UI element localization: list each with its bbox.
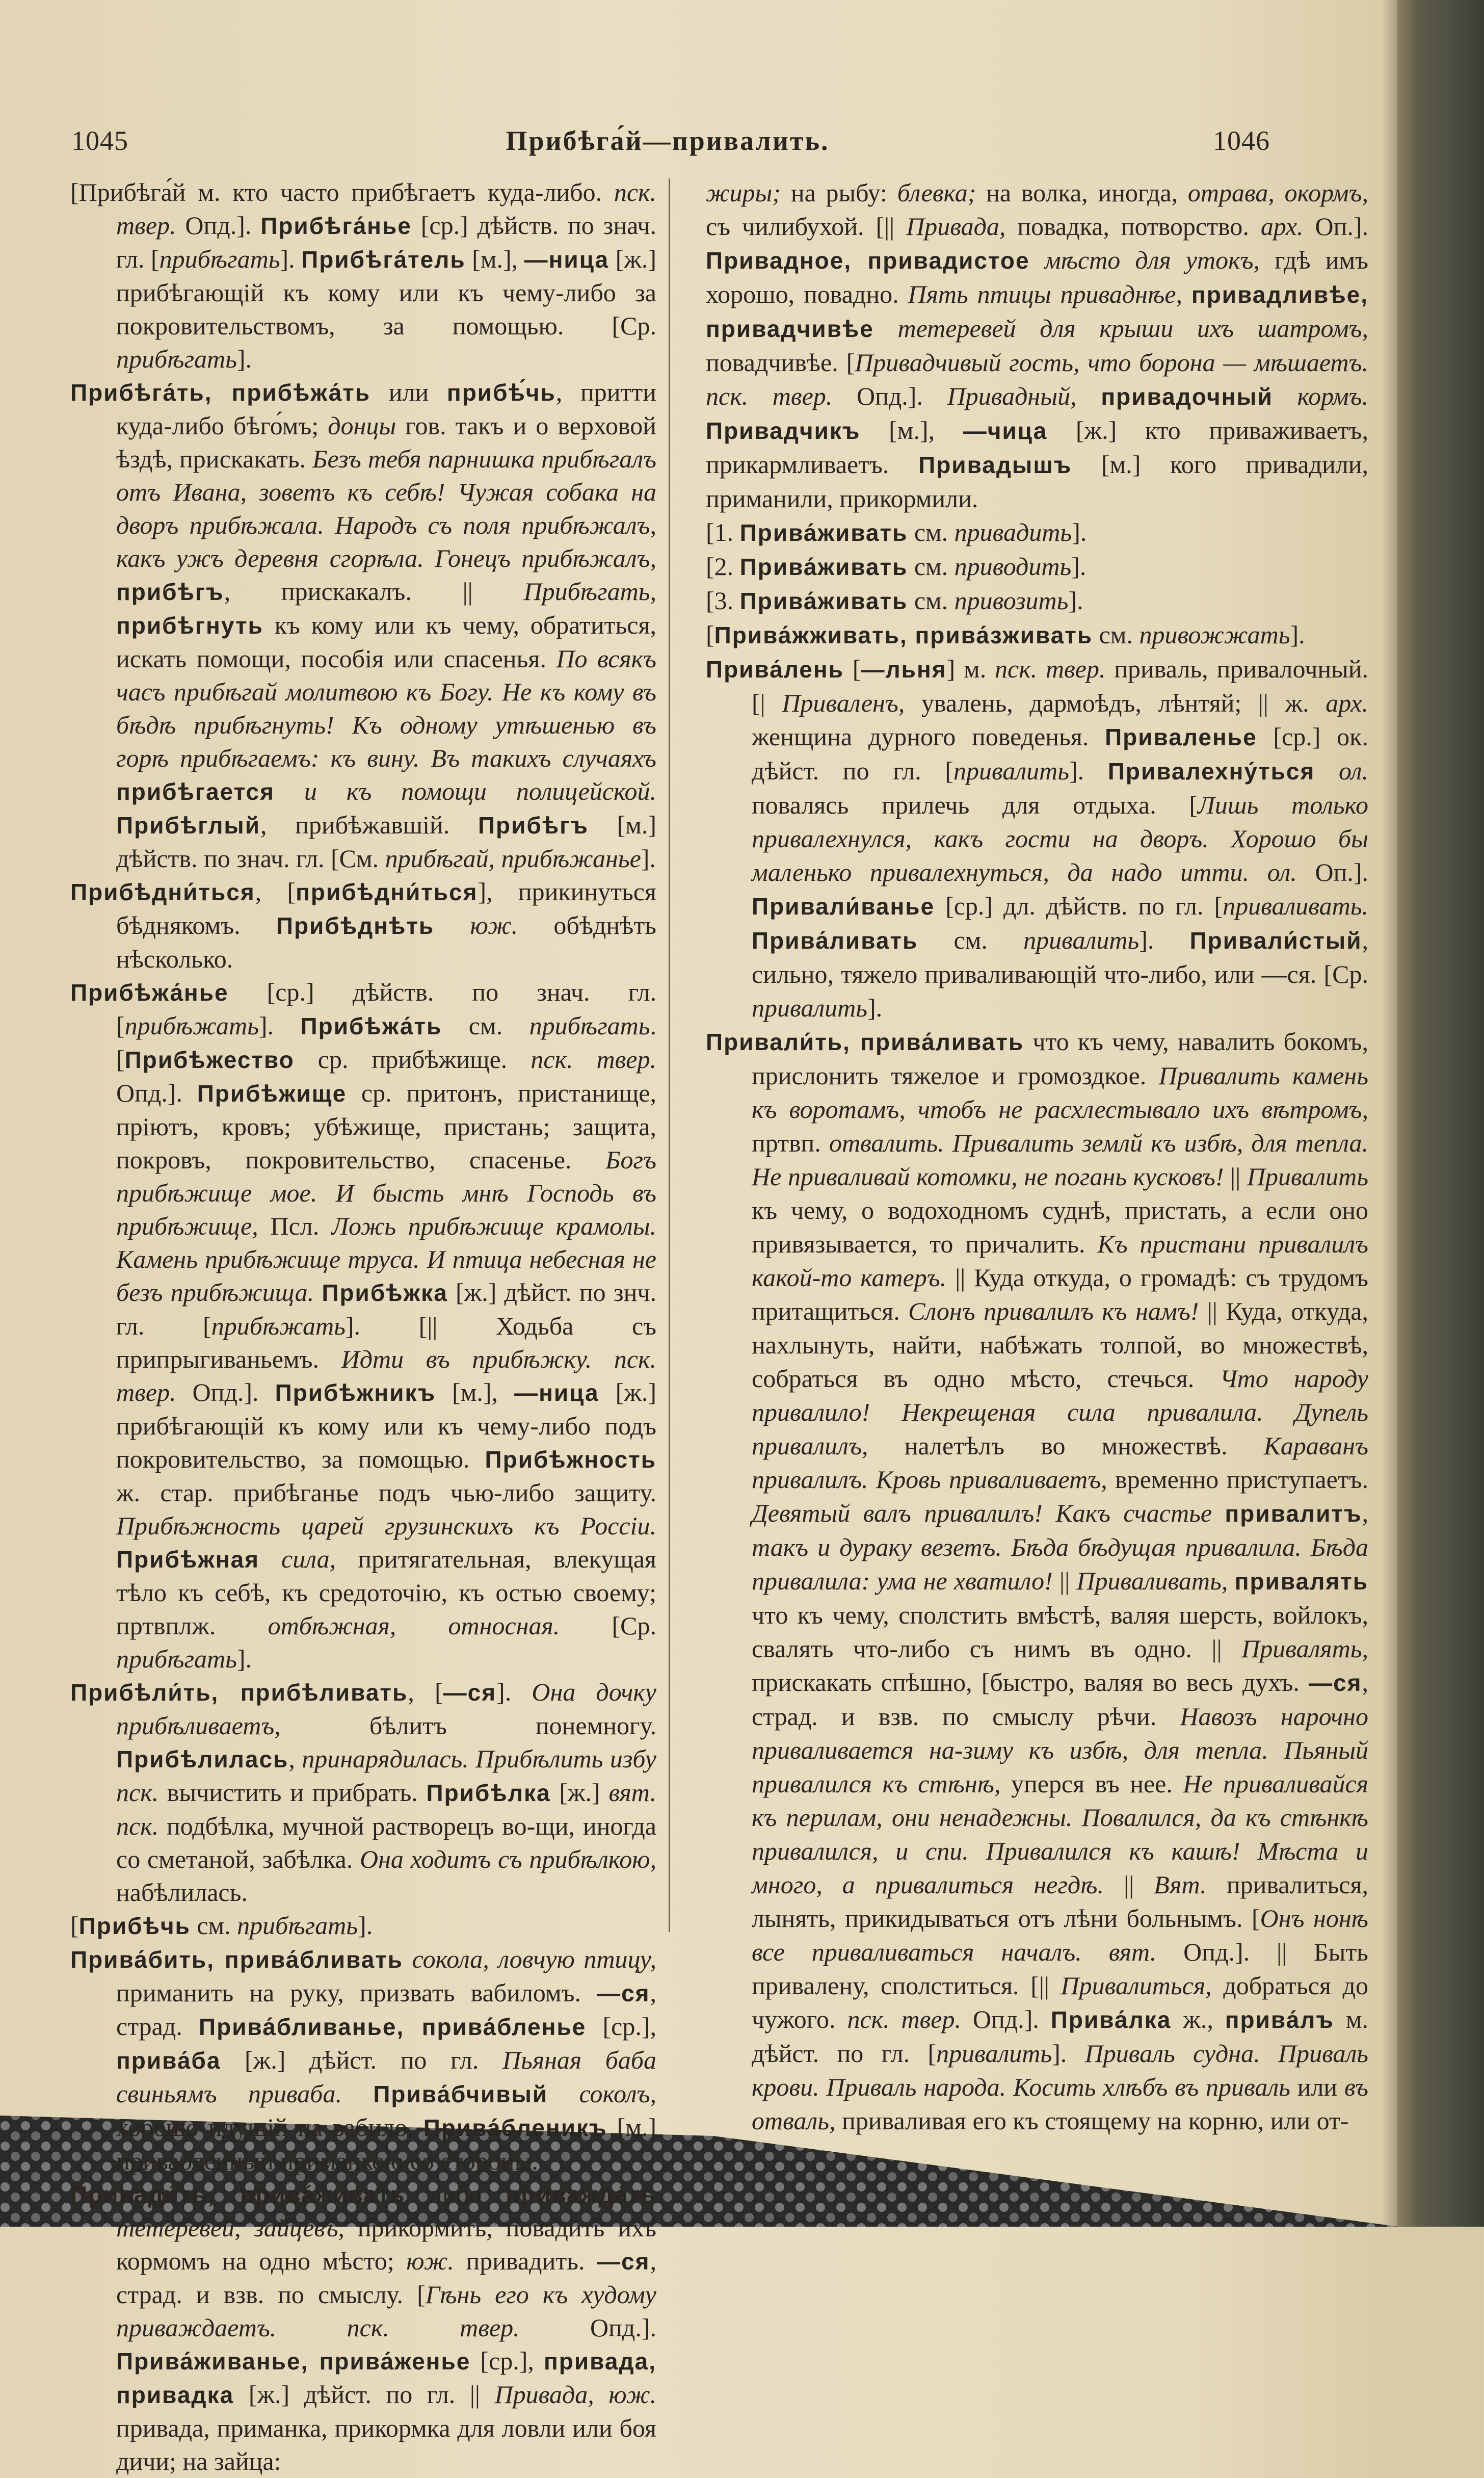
dictionary-entry xyxy=(70,1943,656,2178)
headword: привалитъ xyxy=(1225,1500,1362,1527)
entry-text: увалень, дармоѣдъ, лѣнтяй; || ж. xyxy=(905,689,1326,717)
entry-text: . [ xyxy=(116,1011,656,1074)
entry-text: , [ xyxy=(255,877,296,906)
headword: Прибѣжество xyxy=(124,1047,295,1073)
italic-text: пск. твер. xyxy=(116,178,656,240)
headword: Прибѣглый xyxy=(116,812,260,839)
italic-text: соколъ, xyxy=(548,2079,656,2108)
italic-text: блевка; xyxy=(897,178,976,207)
italic-text: Привалять, xyxy=(1241,1634,1368,1663)
headword: Прива́бливанье, прива́бленье xyxy=(199,2014,587,2040)
italic-text: привалить xyxy=(752,994,868,1022)
headword: Прибѣдни́ться xyxy=(70,879,255,905)
headword: Прива́бить, прива́бливать xyxy=(70,1946,404,1973)
headword: приважда́ть xyxy=(506,2181,656,2208)
headword: Прибѣга́нье xyxy=(260,213,412,239)
italic-text: юж. xyxy=(434,911,518,940)
entry-text: см. xyxy=(918,926,1024,954)
page-title: Прибѣга́й—привалить. xyxy=(506,125,830,156)
italic-text: донцы xyxy=(328,411,396,440)
headword: Привали́стый xyxy=(1189,927,1362,954)
italic-text: жиры; xyxy=(706,178,781,207)
headword: привалять xyxy=(1234,1568,1368,1595)
entry-text: бѣлитъ понемногу. xyxy=(280,1711,656,1740)
headword: Привалехну́ться xyxy=(1107,758,1315,785)
dictionary-entry xyxy=(70,176,656,376)
headword: Прибѣжная xyxy=(116,1546,259,1573)
italic-text: ол. xyxy=(1315,757,1369,785)
entry-text: ср. притонъ, пристанище, пріютъ, кровъ; убѣжище, пристань; защита, покровъ, покровительство, спасенье. xyxy=(116,1079,656,1174)
italic-text: прибѣгать xyxy=(237,1911,358,1940)
entry-text: [1. xyxy=(706,518,740,546)
headword: Прибѣга́тель xyxy=(301,246,466,273)
entry-text: Опд.]. xyxy=(176,211,261,240)
italic-text: привалить xyxy=(1023,926,1140,954)
entry-text: хорошо идущій на вабило. xyxy=(116,2113,423,2142)
entry-text: Опд.]. xyxy=(519,2313,656,2342)
entry-text: , [ xyxy=(408,1678,443,1706)
headword: Прива́живанье, прива́женье xyxy=(116,2348,471,2375)
entry-text: ]. xyxy=(258,1011,301,1040)
entry-text: Псл. xyxy=(258,1212,332,1240)
entry-text: женщина дурного поведенья. xyxy=(752,722,1105,751)
italic-text: прибѣгать xyxy=(529,1011,650,1040)
entry-text: [ж.] дѣйст. по знч. гл. [ xyxy=(116,1278,656,1340)
italic-text: Привалить xyxy=(1247,1162,1368,1191)
entry-text: [м.] дѣйств. по знач. гл. [См. xyxy=(116,811,656,873)
italic-text: тетеревей для крыши ихъ шатромъ, xyxy=(873,314,1368,343)
dictionary-entry xyxy=(706,176,1368,515)
entry-text: пртвп. xyxy=(752,1129,829,1157)
headword: Привадное, привадистое xyxy=(706,247,1030,274)
italic-text: кормъ. xyxy=(1273,382,1368,410)
page-number-left: 1045 xyxy=(71,125,128,156)
italic-text: арх. xyxy=(1326,689,1368,717)
entry-text: [ж.] дѣйст. по гл. xyxy=(221,2046,502,2074)
entry-text: [м.] кого привадили, приманили, прикормили. xyxy=(706,450,1368,513)
entry-text: || xyxy=(1104,1870,1154,1899)
headword: Прива́живать xyxy=(739,588,908,614)
italic-text: пск. твер. xyxy=(847,2005,961,2033)
entry-text: привада, приманка, прикормка для ловли или боя дичи; на зайца: xyxy=(116,2414,656,2475)
entry-text: Оп.]. xyxy=(1303,212,1369,241)
entry-text: ср. прибѣжище. xyxy=(294,1045,531,1074)
italic-text: , такъ и дураку везетъ. Бѣда бѣдущая привалила. Бѣда привалила: ума не хватило! xyxy=(752,1499,1368,1595)
entry-text: [м.], xyxy=(860,416,963,445)
entry-text: либо xyxy=(405,2180,506,2208)
headword: Прива́живать xyxy=(739,554,908,580)
entry-text: гдѣ имъ хорошо, повадно. xyxy=(706,246,1369,308)
entry-text: см. xyxy=(1093,620,1140,649)
italic-text: Къ пристани привалилъ какой-то катеръ. xyxy=(752,1230,1369,1292)
entry-text: что къ чему, сполстить вмѣстѣ, валяя шерсть, войлокъ, свалять что-либо съ нимъ въ одно. || xyxy=(752,1601,1368,1663)
headword: Прибѣжность xyxy=(485,1446,656,1473)
column-divider xyxy=(669,178,670,1932)
italic-text: отвалить. Привалить землй къ избѣ, для тепла. Не приваливай котомки, не погань кусковъ! xyxy=(752,1129,1368,1191)
italic-text: Вят. xyxy=(1154,1870,1207,1899)
italic-text: Привалить камень къ воротамъ, чтобъ не расхлестывало ихъ вѣтромъ, xyxy=(752,1061,1368,1124)
entry-text: [ср.] ок. дѣйст. по гл. [ xyxy=(752,722,1368,785)
headword: —чица xyxy=(963,418,1048,444)
italic-text: Безъ тебя парнишка прибѣгалъ отъ Ивана, зоветъ къ себѣ! Чужая собака на дворъ прибѣжала. Народъ съ поля прибѣжалъ, какъ ужъ деревня сгорѣла. Гонецъ прибѣжалъ, xyxy=(116,445,657,572)
entry-text: см. xyxy=(908,586,955,615)
dictionary-entry xyxy=(706,618,1368,652)
entry-text: [ср.], xyxy=(470,2346,544,2375)
italic-text: Она ходитъ съ прибѣлкою, xyxy=(360,1845,656,1873)
page-number-right: 1046 xyxy=(1213,125,1270,156)
entry-text: || xyxy=(1052,1567,1077,1595)
entry-text: , страд. и взв. по смыслу. [ xyxy=(116,2247,656,2309)
headword: —льня xyxy=(861,656,947,683)
italic-text: Слонъ привалилъ къ намъ! xyxy=(908,1297,1199,1325)
italic-text: Ложь прибѣжище крамолы. Камень прибѣжище труса. И птица небесная не безъ прибѣжища. xyxy=(116,1212,656,1307)
headword: Прибѣжа́нье xyxy=(70,979,229,1006)
entry-text: ], прикинуться бѣднякомъ. xyxy=(116,877,656,940)
italic-text: юж. xyxy=(406,2247,454,2275)
headword: привадочный xyxy=(1101,383,1273,410)
entry-text: подбѣлка, мучной растворецъ во-щи, иногда со сметаной, забѣлка. xyxy=(116,1812,656,1873)
entry-text: Опд.]. xyxy=(832,382,947,410)
entry-text: [ср.], xyxy=(586,2012,656,2041)
italic-text: привожжать xyxy=(1139,620,1290,649)
headword: —ся xyxy=(1309,1670,1362,1696)
headword: Прибѣлилась xyxy=(116,1746,289,1772)
dictionary-entry xyxy=(706,584,1368,618)
headword: прибѣгъ xyxy=(116,579,224,605)
headword: прибѣдни́ться xyxy=(296,879,478,905)
entry-text: ]. xyxy=(358,1911,373,1940)
italic-text: Приваль судна. Приваль крови. Приваль народа. Косить хлѣбъ въ приваль xyxy=(752,2039,1368,2101)
entry-text: [м.], xyxy=(465,245,524,273)
entry-text: ж., xyxy=(1171,2005,1225,2033)
entry-text: прискакать спѣшно, [быстро, валяя во весь духъ. xyxy=(752,1668,1309,1697)
italic-text: отбѣжная, относная. xyxy=(268,1611,560,1640)
entry-text: привалиться, лынять, прикидываться отъ лѣни больнымъ. [ xyxy=(752,1870,1368,1933)
italic-text: Девятый валъ привалилъ! Какъ счастье xyxy=(752,1499,1225,1527)
headword: Прива́живать xyxy=(739,519,908,546)
headword: Прибѣжка xyxy=(322,1280,448,1306)
dictionary-entry xyxy=(70,976,656,1676)
italic-text: Лишь только привалехнулся, какъ гости на дворъ. Хорошо бы маленько привалехнуться, да надо итти. ол. xyxy=(752,791,1368,886)
headword: Прибѣднѣть xyxy=(276,912,435,939)
italic-text: Прибѣгать, xyxy=(523,577,656,606)
headword: прибѣгается xyxy=(116,778,275,805)
entry-text: ]. [|| Ходьба съ припрыгиваньемъ. xyxy=(116,1312,656,1373)
left-column xyxy=(70,176,656,2478)
italic-text: прибѣгать xyxy=(116,1645,237,1673)
headword: Прива́лень xyxy=(706,656,844,683)
entry-text: ]. xyxy=(1290,620,1305,649)
italic-text: Привадный, xyxy=(947,382,1101,410)
headword: Привали́ванье xyxy=(752,893,935,920)
entry-text: [ xyxy=(70,1911,79,1940)
entry-text: [ж.] прибѣгающій къ кому или къ чему-либо за покровительствомъ, за помощью. [Ср. xyxy=(116,245,656,340)
entry-text: на волка, иногда, xyxy=(976,178,1188,207)
entry-text: ]. xyxy=(1069,757,1108,785)
italic-text: прибѣгать xyxy=(116,345,237,373)
entry-text: , прискакалъ. || xyxy=(224,577,524,606)
italic-text: Онъ нонѣ все приваливаться началъ. вят. xyxy=(752,1904,1369,1966)
headword: Прибѣжище xyxy=(197,1080,347,1107)
italic-text: приводить xyxy=(954,552,1072,581)
entry-text: , притти куда-либо бѣго́мъ; xyxy=(116,378,656,440)
headword: Прибѣчь xyxy=(78,1913,191,1939)
entry-text: , страд. и взв. по смыслу рѣчи. xyxy=(752,1668,1368,1731)
italic-text: Караванъ привалилъ. Кровь приваливаетъ, xyxy=(752,1431,1368,1494)
entry-text: [ср.] дл. дѣйств. по гл. [ xyxy=(935,892,1223,920)
headword: прибѣгнуть xyxy=(116,612,263,639)
italic-text: Привада, юж. xyxy=(494,2380,656,2409)
entry-text: [ср.] дѣйств. по знач. гл. [ xyxy=(116,211,656,273)
entry-text: притягательная, влекущая тѣло къ себѣ, къ средоточію, къ остью своему; пртвплж. xyxy=(116,1545,657,1640)
entry-text: [2. xyxy=(706,552,740,581)
headword: привада, привадка xyxy=(116,2348,656,2408)
entry-text: повалясь прилечь для отдыха. [ xyxy=(752,791,1198,819)
entry-text: см. xyxy=(442,1011,529,1040)
entry-text: къ чему, о водоходномъ суднѣ, пристать, а если оно привязывается, то причалить. xyxy=(752,1196,1368,1258)
dictionary-entry xyxy=(70,2178,656,2478)
italic-text: привадить xyxy=(954,518,1072,546)
italic-text: тетеревей, зайцевъ, xyxy=(116,2213,344,2242)
entry-text: или xyxy=(1290,2073,1344,2101)
right-column xyxy=(706,176,1368,2137)
italic-text: Прибѣжность царей грузинскихъ къ Россіи. xyxy=(116,1511,656,1540)
italic-text: вят. пск. xyxy=(116,1778,656,1840)
entry-text: [3. xyxy=(706,586,740,615)
italic-text: По всякъ часъ прибѣгай молитвою къ Богу. Не къ кому въ бѣдѣ прибѣгнуть! Къ одному утѣшенью въ горѣ прибѣгаемъ: къ вину. Въ такихъ случаяхъ xyxy=(116,644,656,772)
italic-text: привалить xyxy=(936,2039,1052,2068)
italic-text: Пьяная баба свиньямъ приваба. xyxy=(116,2046,656,2108)
headword: привадливѣе, привадчивѣе xyxy=(706,281,1368,342)
italic-text: прибѣгай, прибѣжанье xyxy=(385,844,641,873)
entry-text: повадка, потворство. xyxy=(1005,212,1261,241)
entry-text: повадчивѣе. [ xyxy=(706,348,855,377)
dictionary-entry xyxy=(706,550,1368,584)
entry-text: уперся въ нее. xyxy=(1000,1769,1183,1798)
italic-text: Идти въ прибѣжку. пск. твер. xyxy=(116,1345,656,1406)
entry-text: см. xyxy=(908,552,955,581)
headword: Прибѣгъ xyxy=(478,812,589,839)
headword: Прибѣлка xyxy=(426,1780,551,1806)
italic-text: отрава, окормъ, xyxy=(1187,178,1369,207)
headword: Прибѣли́ть, прибѣливать xyxy=(70,1679,408,1706)
entry-text: ]. xyxy=(280,245,302,273)
italic-text: Привалиться, xyxy=(1061,1971,1212,2000)
italic-text: мѣсто для утокъ, xyxy=(1029,246,1260,274)
entry-text: вычистить и прибрать. xyxy=(158,1778,427,1807)
italic-text: пск. твер. xyxy=(531,1045,656,1074)
dictionary-entry xyxy=(706,1025,1368,2137)
entry-text: ]. xyxy=(1072,518,1087,546)
entry-text: [Прибѣга́й м. кто часто прибѣгаетъ куда-либо. xyxy=(70,178,614,206)
dictionary-entry xyxy=(70,1909,656,1943)
entry-text: приваль, привалочный. [| xyxy=(752,655,1368,717)
headword: —ся xyxy=(443,1679,497,1706)
entry-text: Опд.]. || Быть привалену, сполститься. [|| xyxy=(752,1938,1368,2000)
italic-text: приваливать. xyxy=(1223,892,1368,920)
italic-text: Богъ прибѣжище мое. И бысть мнѣ Господь въ прибѣжище, xyxy=(116,1145,656,1240)
entry-text: ] м. xyxy=(946,655,995,683)
entry-text: съ чилибухой. [|| xyxy=(706,212,907,241)
entry-text: || xyxy=(1224,1162,1247,1191)
headword: Приваленье xyxy=(1105,724,1257,750)
entry-text: приманить на руку, призвать вабиломъ. xyxy=(116,1978,597,2007)
dictionary-entry xyxy=(70,875,656,976)
entry-text: м. дѣйст. по гл. [ xyxy=(752,2005,1368,2068)
entry-text: [Ср. xyxy=(560,1611,657,1640)
italic-text: Привада, xyxy=(906,212,1006,241)
entry-text: Опд.]. xyxy=(961,2005,1051,2033)
headword: прива́лъ xyxy=(1225,2006,1334,2033)
entry-text: [ж.] дѣйст. по гл. || xyxy=(234,2380,495,2409)
dictionary-entry xyxy=(706,515,1368,550)
entry-text: ]. xyxy=(236,1645,252,1673)
italic-text: Приваливать, xyxy=(1076,1567,1235,1595)
entry-text: прикормить, повадить ихъ кормомъ на одно мѣсто; xyxy=(116,2213,656,2275)
italic-text: прибѣгать xyxy=(159,245,280,273)
entry-text: или xyxy=(370,378,447,406)
entry-text: обѣднѣть нѣсколько. xyxy=(116,911,656,973)
entry-text: [м.] привабленный приманкою со стороны. xyxy=(116,2113,656,2175)
entry-text: [ж.] кто приваживаетъ, прикармливаетъ. xyxy=(706,416,1368,479)
italic-text: прибѣжать xyxy=(211,1312,346,1340)
headword: Прива́лка xyxy=(1050,2006,1172,2033)
entry-text: || Куда, откуда, нахлынуть, найти, набѣжать толпой, во множествѣ, собраться въ одно мѣсто, стечься. xyxy=(752,1297,1368,1393)
italic-text: сокола, ловчую птицу, xyxy=(403,1945,657,1973)
entry-text: привадить. xyxy=(454,2247,597,2275)
italic-text: Что народу привалило! Некрещеная сила привалила. Дупель привалилъ, xyxy=(752,1364,1369,1460)
entry-text: ж. стар. прибѣганье подъ чью-либо защиту. xyxy=(116,1478,656,1507)
headword: —ся xyxy=(597,1980,650,2006)
entry-text: ]. xyxy=(236,345,252,373)
headword: Прибѣжа́ть xyxy=(300,1013,442,1039)
entry-text: || Куда откуда, о громадѣ: съ трудомъ притащиться. xyxy=(752,1263,1368,1325)
headword: Привадышъ xyxy=(918,452,1072,478)
entry-text: ]. xyxy=(867,994,883,1022)
entry-text: [м.], xyxy=(436,1378,515,1406)
headword: Прива́жживать, прива́зживать xyxy=(714,622,1093,648)
dictionary-entry xyxy=(70,376,656,875)
entry-text: [ср.] дѣйств. по знач. гл. [ xyxy=(116,978,656,1040)
entry-text: [ xyxy=(706,620,714,649)
entry-text: , прибѣжавшій. xyxy=(260,811,478,839)
entry-text: ]. xyxy=(496,1678,532,1706)
entry-text: набѣлилась. xyxy=(116,1878,248,1907)
italic-text: привозить xyxy=(954,586,1069,615)
italic-text: Она дочку прибѣливаетъ, xyxy=(116,1678,656,1740)
entry-text: налетѣлъ во множествѣ. xyxy=(868,1431,1264,1460)
entry-text: см. xyxy=(908,518,955,546)
headword: Прива́бленикъ xyxy=(423,2115,607,2141)
italic-text: Не приваливайся къ перилам, они ненадежны. Повалился, да къ стѣнкѣ привалился, и спи. Привалился къ кашѣ! Мѣста и много, а привалиться негдѣ. xyxy=(752,1769,1368,1899)
entry-text: временно приступаетъ. xyxy=(1107,1465,1368,1494)
italic-text: прибѣжать xyxy=(124,1011,259,1040)
entry-text: [ xyxy=(843,655,861,683)
entry-text: Опд.]. xyxy=(176,1378,275,1406)
entry-text: Опд.]. xyxy=(116,1079,197,1107)
italic-text: въ отваль, xyxy=(752,2073,1368,2135)
headword: Прива́бчивый xyxy=(373,2081,548,2107)
entry-text: [ж.] xyxy=(550,1778,609,1807)
italic-text: арх. xyxy=(1260,212,1304,241)
headword: Прива́ливать xyxy=(752,927,918,954)
italic-text: и къ помощи полицейской. xyxy=(274,777,656,805)
italic-text: Навозъ нарочно приваливается на-зиму къ избѣ, для тепла. Пьяный привалился къ стѣнѣ, xyxy=(752,1702,1368,1798)
entry-text: ]. xyxy=(1139,926,1190,954)
italic-text: привалить xyxy=(953,757,1069,785)
entry-text: ]. xyxy=(1068,586,1083,615)
entry-text: гов. такъ и о верховой ѣздѣ, прискакать. xyxy=(116,411,656,473)
entry-text: [ж.] прибѣгающій къ кому или къ чему-либо подъ покровительство, за помощью. xyxy=(116,1378,656,1473)
headword: Привали́ть, прива́ливать xyxy=(706,1029,1024,1055)
italic-text: сила, xyxy=(259,1545,336,1573)
entry-text: , страд. xyxy=(116,1978,656,2041)
headword: —ница xyxy=(514,1379,599,1406)
headword: Прибѣга́ть, прибѣжа́ть xyxy=(70,379,370,406)
entry-text: ]. xyxy=(1052,2039,1085,2068)
headword: —ница xyxy=(524,246,610,273)
italic-text: Приваленъ, xyxy=(782,689,905,717)
headword: Прибѣжникъ xyxy=(275,1379,436,1406)
italic-text: пск. твер. xyxy=(995,655,1106,683)
entry-text: см. xyxy=(190,1911,237,1940)
dictionary-entry xyxy=(706,652,1368,1025)
entry-text: на рыбу: xyxy=(781,178,897,207)
italic-text: Гѣнь его къ худому приваждаетъ. пск. твер. xyxy=(116,2280,656,2342)
italic-text: Привадчивый гость, что борона — мѣшаетъ. пск. твер. xyxy=(706,348,1368,410)
entry-text: , xyxy=(288,1744,302,1773)
dictionary-entry xyxy=(70,1676,656,1909)
headword: Привадчикъ xyxy=(706,418,861,444)
headword: —ся xyxy=(597,2248,650,2275)
entry-text: , сильно, тяжело приваливающій что-либо, или —ся. [Ср. xyxy=(752,926,1368,988)
headword: прива́ба xyxy=(116,2047,221,2074)
entry-text: къ кому или къ чему, обратиться, искать помощи, пособія или спасенья. xyxy=(116,611,656,673)
italic-text: принарядилась. Прибѣлить избу пск. xyxy=(116,1744,656,1807)
entry-text: Оп.]. xyxy=(1296,858,1368,886)
headword: Привади́ть, прива́живать xyxy=(70,2181,406,2208)
headword: прибѣ́чь xyxy=(446,379,556,406)
italic-text: Пять птицы приваднѣе, xyxy=(908,280,1191,308)
entry-text: приваливая его къ стоящему на корню, или от- xyxy=(835,2106,1349,2135)
entry-text: что къ чему, навалить бокомъ, прислонить тяжелое и громоздкое. xyxy=(752,1027,1368,1090)
entry-text: ]. xyxy=(641,844,656,873)
entry-text: ]. xyxy=(1071,552,1086,581)
entry-text: добраться до чужого. xyxy=(752,1971,1368,2033)
